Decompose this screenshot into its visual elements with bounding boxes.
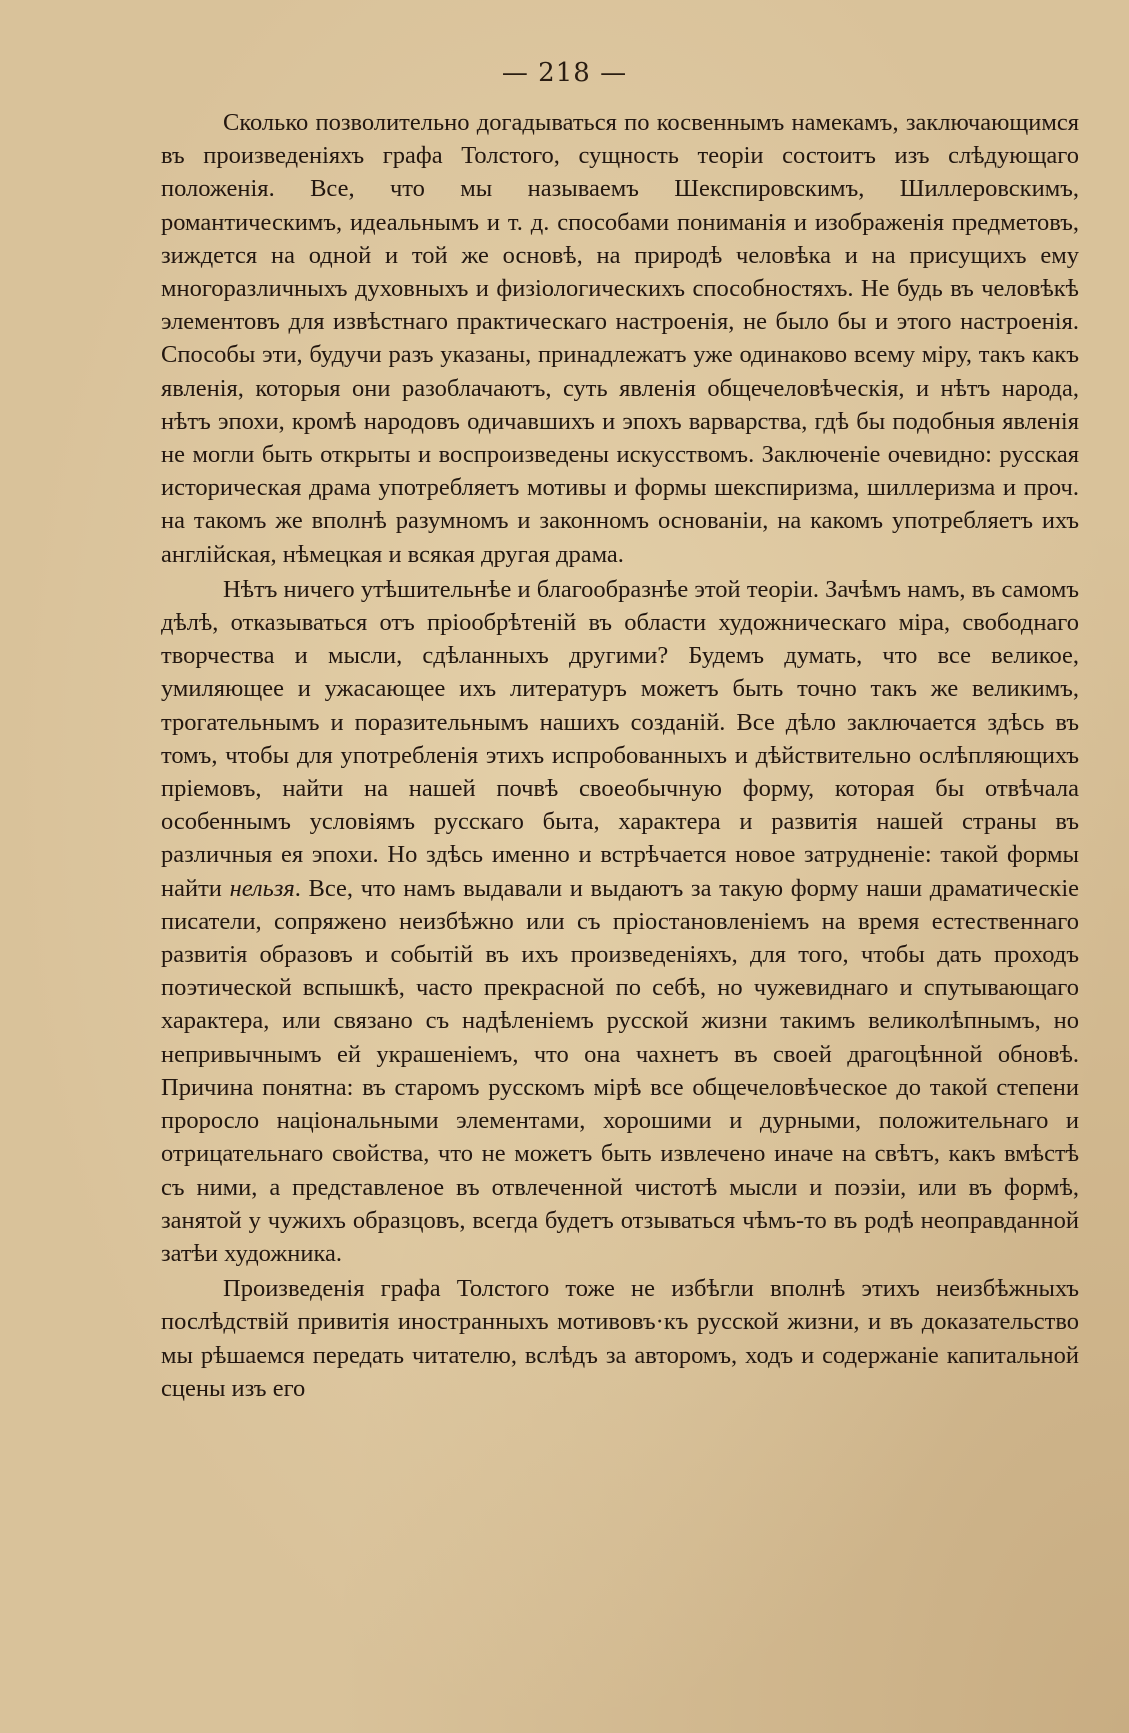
paragraph-1-text: Сколько позволительно догадываться по косвеннымъ намекамъ, заключающимся въ произведеніяхъ графа Толстого, сущность теоріи состоитъ изъ слѣдующаго положенія. Все, что мы называемъ Шекспировскимъ, Шиллеровскимъ, романтическимъ, идеальнымъ и т. д. способами пониманія и изображенія предметовъ, зиждется на одной и той же основѣ, на природѣ человѣка и на присущихъ ему многоразличныхъ духовныхъ и физіологическихъ способностяхъ. Не будь въ человѣкѣ элементовъ для извѣстнаго практическаго настроенія, не было бы и этого настроенія. Способы эти, будучи разъ указаны, принадлежатъ уже одинаково всему міру, такъ какъ явленія, которыя они разоблачаютъ, суть явленія общечеловѣческія, и нѣтъ народа, нѣтъ эпохи, кромѣ народовъ одичавшихъ и эпохъ варварства, гдѣ бы подобныя явленія не могли быть открыты и воспроизведены искусствомъ. Заключеніе очевидно: русская историческая драма употребляетъ мотивы и формы шекспиризма, шиллеризма и проч. на такомъ же вполнѣ разумномъ и законномъ основаніи, на какомъ употребляетъ ихъ англійская, нѣмецкая и всякая другая драма. bbox=[161, 109, 1079, 568]
paragraph-2-text-end: . Все, что намъ выдавали и выдаютъ за такую форму наши драматическіе писатели, сопряжено неизбѣжно или съ пріостановленіемъ на время естественнаго развитія образовъ и событій въ ихъ произведеніяхъ, для того, чтобы дать проходъ поэтической вспышкѣ, часто прекрасной по себѣ, но чужевиднаго и спутывающаго характера, или связано съ надѣленіемъ русской жизни такимъ великолѣпнымъ, но непривычнымъ ей украшеніемъ, что она чахнетъ въ своей драгоцѣнной обновѣ. Причина понятна: въ старомъ русскомъ мірѣ все общечеловѣческое до такой степени проросло національными элементами, хорошими и дурными, положительнаго и отрицательнаго свойства, что не можетъ быть извлечено иначе на свѣтъ, какъ вмѣстѣ съ ними, а представленое въ отвлеченной чистотѣ мысли и поэзіи, или въ формѣ, занятой у чужихъ образцовъ, всегда будетъ отзываться чѣмъ-то въ родѣ неоправданной затѣи художника. bbox=[161, 874, 1079, 1267]
page-number: — 218 — bbox=[501, 58, 628, 88]
body-text bbox=[161, 106, 1079, 1405]
paragraph-3-text: Произведенія графа Толстого тоже не избѣгли вполнѣ этихъ неизбѣжныхъ послѣдствій привитія иностранныхъ мотивовъ·къ русской жизни, и въ доказательство мы рѣшаемся передать читателю, вслѣдъ за авторомъ, ходъ и содержаніе капитальной сцены изъ его bbox=[161, 1275, 1079, 1402]
paragraph-2-emphasis: нельзя bbox=[229, 874, 295, 902]
paragraph-1 bbox=[161, 106, 1079, 571]
paragraph-3 bbox=[161, 1272, 1079, 1405]
paragraph-2-text-start: Нѣтъ ничего утѣшительнѣе и благообразнѣе этой теоріи. Зачѣмъ намъ, въ самомъ дѣлѣ, отказываться отъ пріообрѣтеній въ области художническаго міра, свободнаго творчества и мысли, сдѣланныхъ другими? Будемъ думать, что все великое, умиляющее и ужасающее ихъ литературъ можетъ быть точно такъ же великимъ, трогательнымъ и поразительнымъ нашихъ созданій. Все дѣло заключается здѣсь въ томъ, чтобы для употребленія этихъ испробованныхъ и дѣйствительно ослѣпляющихъ пріемовъ, найти на нашей почвѣ своеобычную форму, которая бы отвѣчала особеннымъ условіямъ русскаго быта, характера и развитія нашей страны въ различныя ея эпохи. Но здѣсь именно и встрѣчается новое затрудненіе: такой формы найти bbox=[161, 575, 1079, 902]
paragraph-2 bbox=[161, 573, 1079, 1270]
